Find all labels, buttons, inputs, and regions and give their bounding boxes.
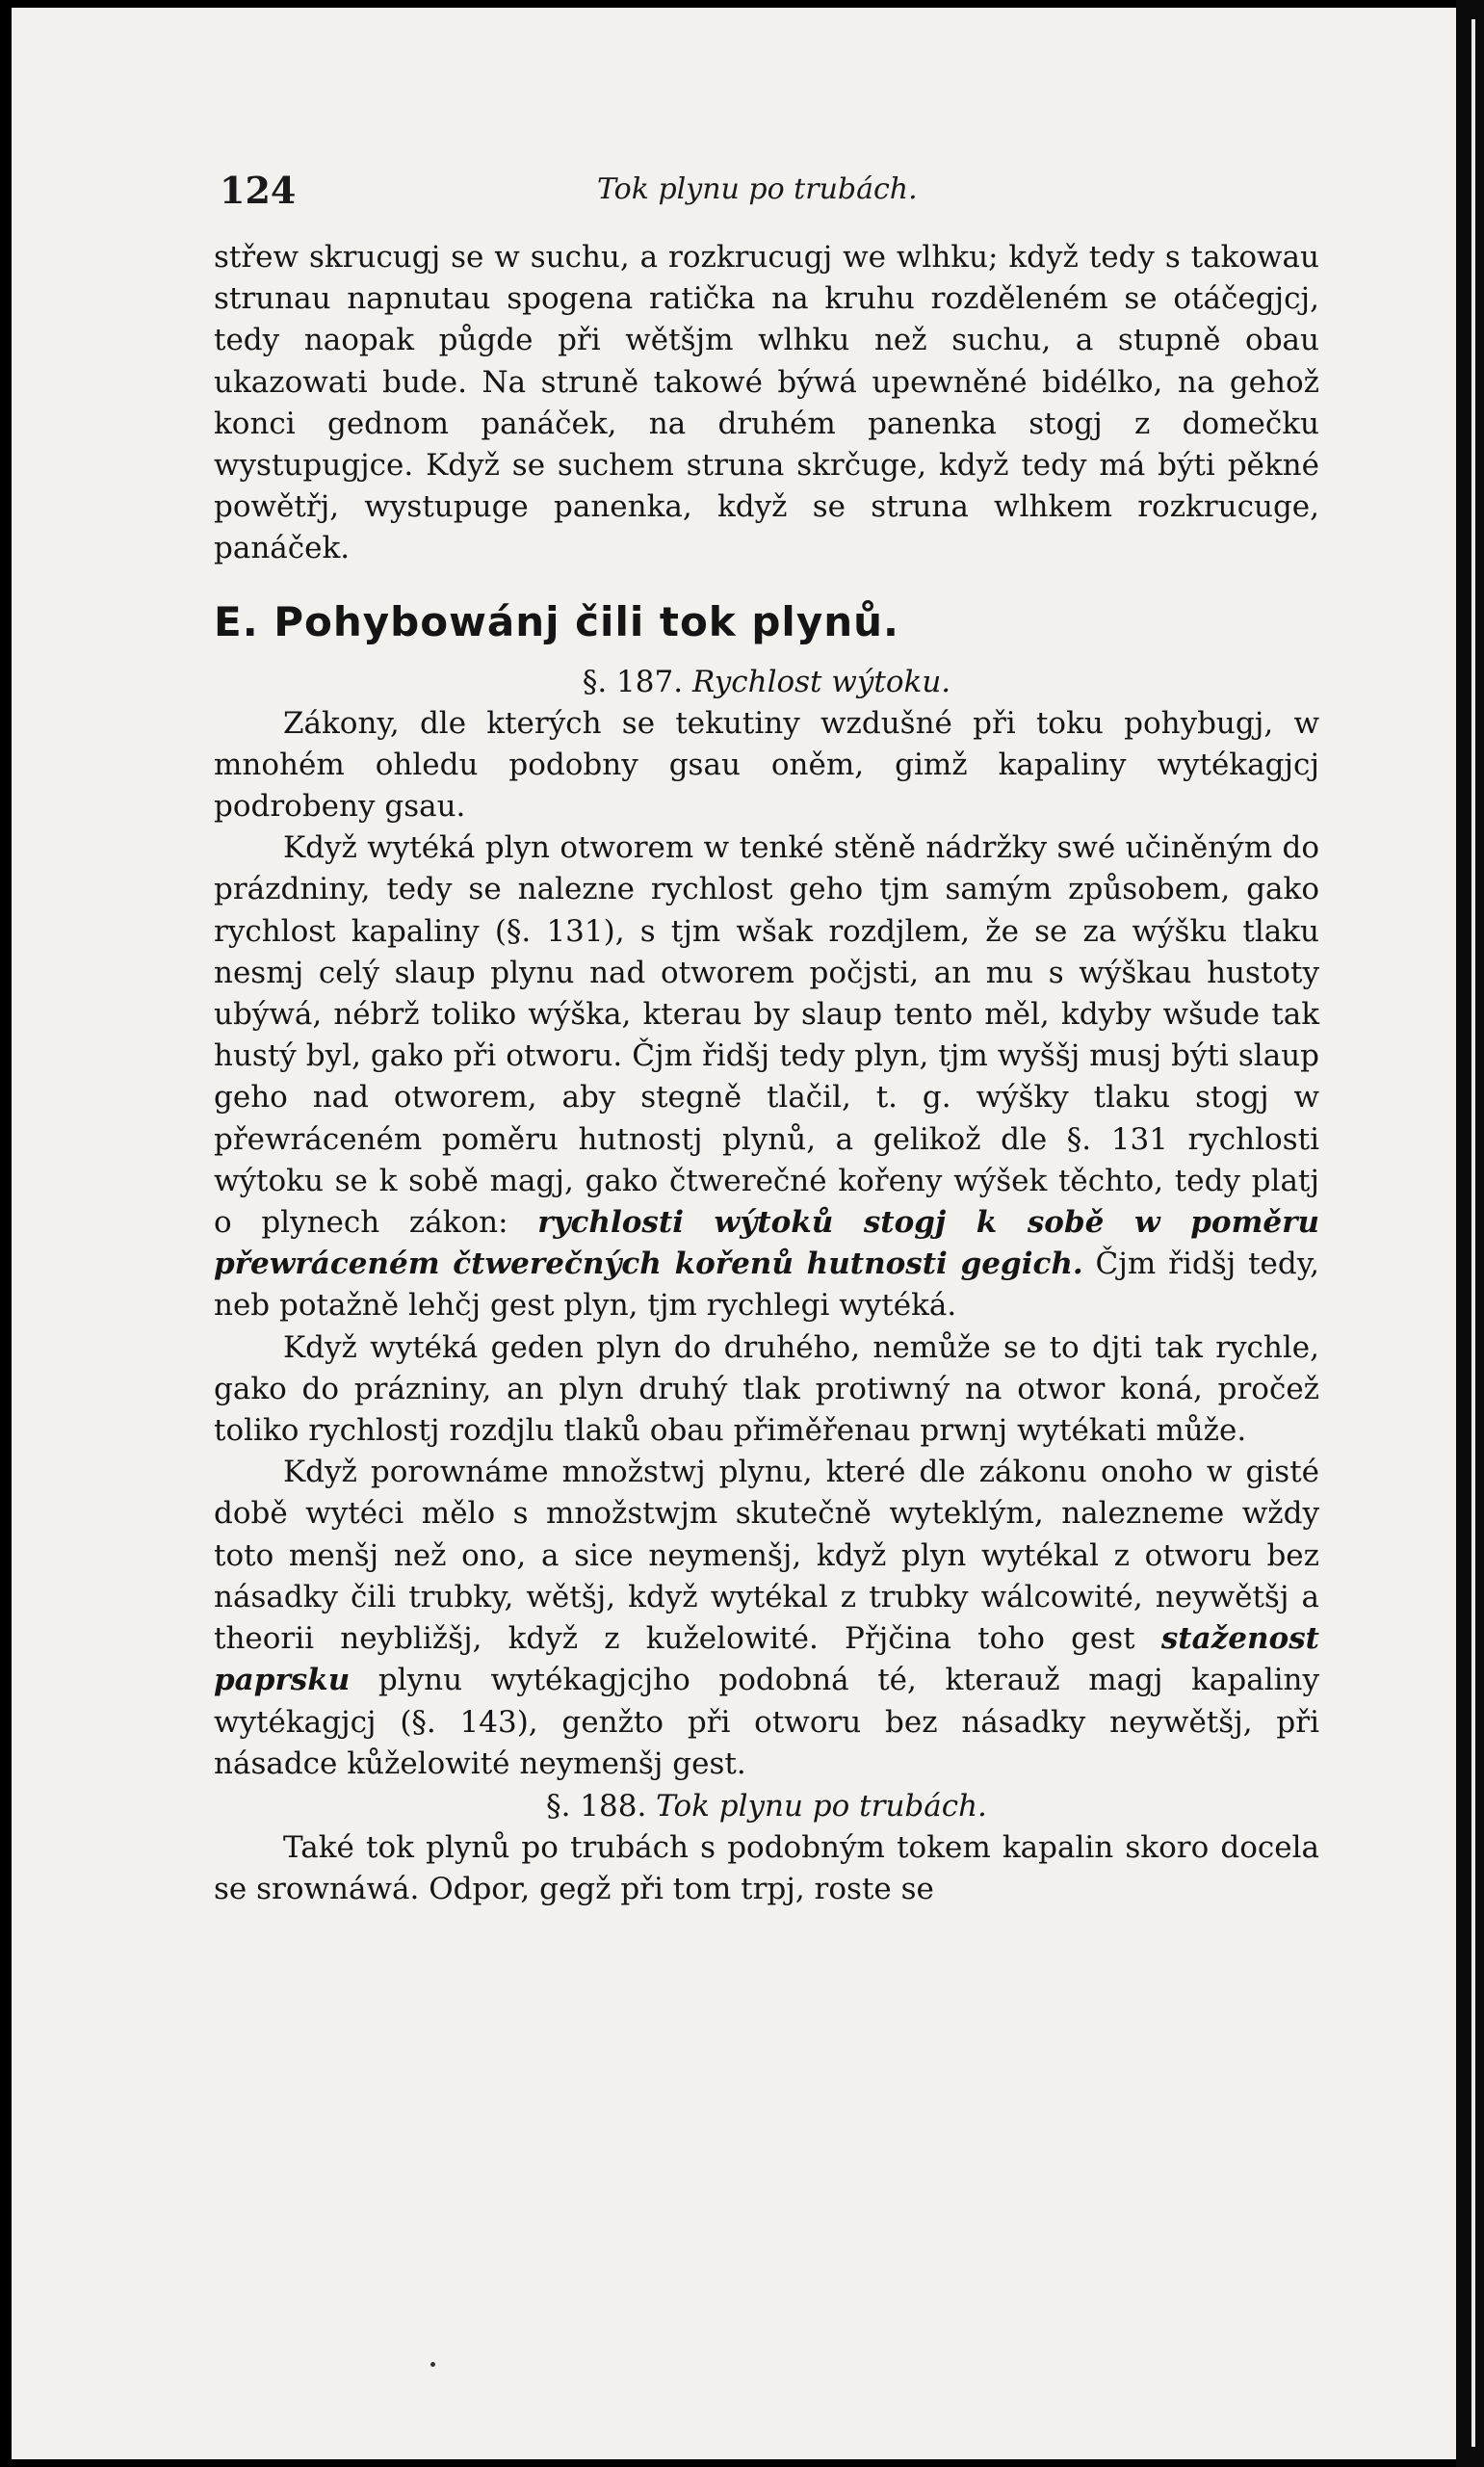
- paragraph-number: §. 187.: [582, 664, 684, 699]
- emphasized-term: staženost paprsku: [214, 1621, 1319, 1698]
- paragraph-text: Když porownáme množstwj plynu, které dle zákonu onoho w gisté době wytéci mělo s množstwjm skutečně wyteklým, nalezneme wždy toto menšj než ono, a sice neymenšj, když plyn wytékal z otworu bez násadky čili trubky, wětšj, když wytékal z trubky wálcowité, neywětšj a theorii neybližšj, když z kuželowité. Přjčina toho gest: [214, 1455, 1319, 1657]
- paragraph-title: Rychlost wýtoku.: [691, 664, 951, 699]
- page-number: 124: [220, 169, 297, 212]
- paragraph-187-3: Když wytéká geden plyn do druhého, nemůže se to djti tak rychle, gako do prázniny, an plyn druhý tlak protiwný na otwor koná, pročež toliko rychlostj rozdjlu tlaků obau přiměřenau prwnj wytékati může.: [214, 1329, 1319, 1449]
- running-title: Tok plynu po trubách.: [597, 172, 918, 206]
- paragraph-text: Čjm řidšj tedy, neb potažně lehčj gest plyn, tjm rychlegi wytéká.: [214, 1247, 1319, 1324]
- paragraph-heading-187: [214, 661, 1319, 703]
- book-spine: [1456, 0, 1484, 2467]
- page-body: [214, 237, 1319, 1910]
- paragraph-text: plynu wytékagjcjho podobná té, kterauž magj kapaliny wytékagjcj (§. 143), genžto při otworu bez násadky neywětšj, při násadce kůželowité neymenšj gest.: [214, 1663, 1320, 1781]
- paragraph-number: §. 188.: [546, 1788, 647, 1824]
- page-header: [212, 169, 1310, 217]
- intro-paragraph: střew skrucugj se w suchu, a rozkrucugj we wlhku; když tedy s takowau strunau napnutau spogena ratička na kruhu rozděleném se otáčegjcj, tedy naopak půgde při wětšjm wlhku než suchu, a stupně obau ukazowati bude. Na struně takowé býwá upewněné bidélko, na gehož konci gednom panáček, na druhém panenka stogj z domečku wystupugjce. Když se suchem struna skrčuge, když tedy má býti pěkné powětřj, wystupuge panenka, když se struna wlhkem rozkrucuge, panáček.: [214, 240, 1319, 566]
- paragraph-187-2: [214, 827, 1319, 1326]
- paragraph-text: Když wytéká plyn otworem w tenké stěně nádržky swé učiněným do prázdniny, tedy se nalezne rychlost geho tjm samým způsobem, gako rychlost kapaliny (§. 131), s tjm wšak rozdjlem, že se za wýšku tlaku nesmj celý slaup plynu nad otworem počjsti, an mu s wýškau hustoty ubýwá, nébrž toliko wýška, kterau by slaup tento měl, kdyby wšude tak hustý byl, gako při otworu. Čjm řidšj tedy plyn, tjm wyššj musj býti slaup geho nad otworem, aby stegně tlačil, t. g. wýšky tlaku stogj w přewráceném poměru hutnostj plynů, a gelikož dle §. 131 rychlosti wýtoku se k sobě magj, gako čtwerečné kořeny wýšek těchto, tedy platj o plynech zákon:: [214, 830, 1319, 1241]
- paragraph-heading-188: [214, 1785, 1319, 1827]
- paragraph-title: Tok plynu po trubách.: [656, 1788, 987, 1824]
- section-title: E. Pohybowánj čili tok plynů.: [214, 597, 899, 645]
- paragraph-187-4: [214, 1452, 1319, 1785]
- paragraph-187-1: Zákony, dle kterých se tekutiny wzdušné při toku pohybugj, w mnohém ohledu podobny gsau oněm, gimž kapaliny wytékagjcj podrobeny gsau.: [214, 705, 1319, 825]
- spine-edge-line: [1471, 19, 1475, 2447]
- print-speck: [430, 2362, 435, 2367]
- paragraph-188-1: Také tok plynů po trubách s podobným tokem kapalin skoro docela se srownáwá. Odpor, gegž při tom trpj, roste se: [214, 1829, 1319, 1907]
- emphasized-law: rychlosti wýtoků stogj k sobě w poměru přewráceném čtwerečných kořenů hutnosti gegich.: [214, 1205, 1319, 1282]
